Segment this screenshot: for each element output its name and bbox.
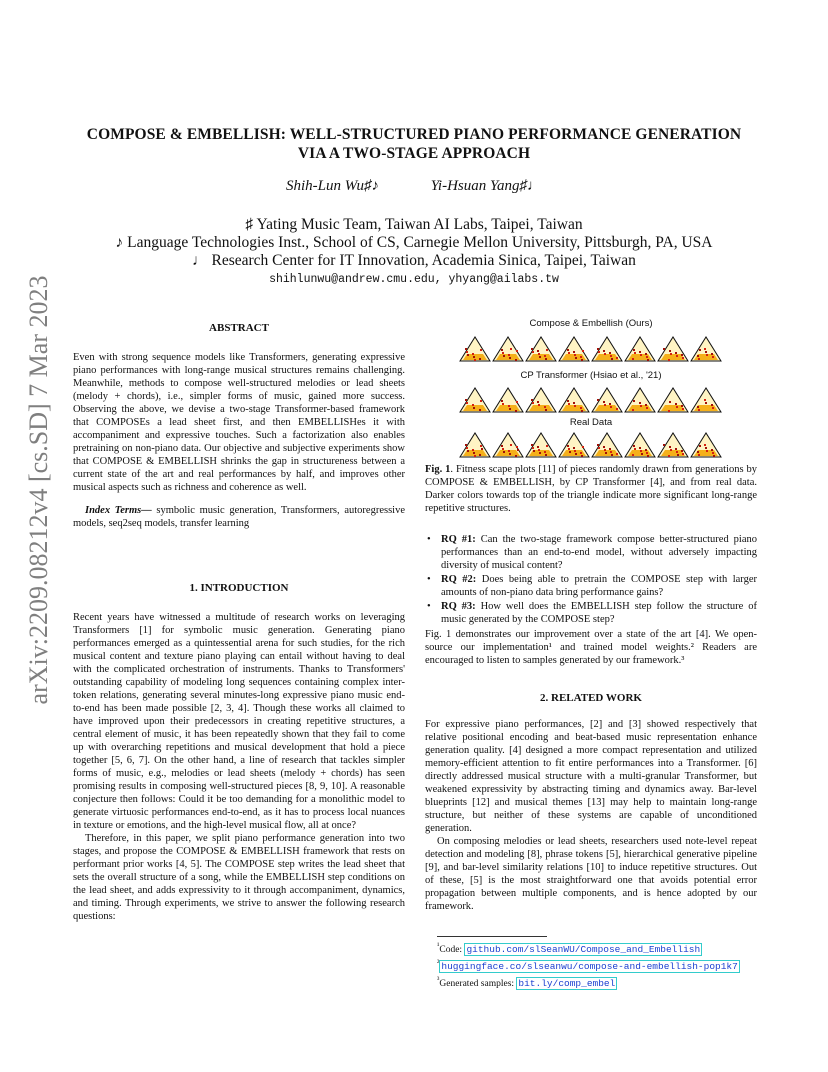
footnote-link[interactable]: github.com/slSeanWU/Compose_and_Embellish xyxy=(466,944,701,956)
caption-text: . Fitness scape plots [11] of pieces randomly drawn from generations by COMPOSE & EMBELLISH, by CP Transformer [4], and from real data. Darker colors towards top of the triangle indicate more significant long-range repetitive structures. xyxy=(425,464,757,514)
rq-text: How well does the EMBELLISH step follow the structure of music generated by the COMPOSE step? xyxy=(441,601,757,625)
scape-plot-triangle xyxy=(526,388,556,412)
scape-plot-triangle xyxy=(493,337,523,361)
footnote xyxy=(437,940,740,956)
rq-item xyxy=(437,533,757,572)
footnote-divider xyxy=(437,936,547,937)
after-rq-paragraph: Fig. 1 demonstrates our improvement over a state of the art [4]. We open-source our implementation¹ and trained model weights.² Readers are encouraged to listen to samples generated by our framework.³ xyxy=(425,629,757,666)
title-line-1: COMPOSE & EMBELLISH: WELL-STRUCTURED PIANO PERFORMANCE GENERATION xyxy=(86,126,742,143)
intro-heading: 1. INTRODUCTION xyxy=(189,582,289,594)
index-terms xyxy=(73,504,405,530)
figure-1 xyxy=(455,316,727,456)
index-terms-text: symbolic music generation, Transformers, autoregressive models, seq2seq models, transfer learning xyxy=(73,505,405,529)
figure-caption xyxy=(425,463,757,515)
fig-label-real: Real Data xyxy=(569,417,613,428)
author-emails: shihlunwu@andrew.cmu.edu, yhyang@ailabs.tw xyxy=(269,273,559,286)
scape-plot-triangle xyxy=(625,337,655,361)
scape-plot-triangle xyxy=(592,388,622,412)
rq-list xyxy=(425,533,757,626)
rq-item xyxy=(437,600,757,626)
rq-item xyxy=(437,573,757,599)
scape-plot-triangle xyxy=(526,433,556,457)
footnote-prefix: Generated samples: xyxy=(439,979,517,990)
related-work-section xyxy=(425,692,757,913)
abstract-body: Even with strong sequence models like Transformers, generating expressive piano performances with long-range musical structures remains challenging. Meanwhile, methods to compose well-structured melodies or lead sheets (melody + chords), i.e., simpler forms of music, gained more success. Observing the above, we devise a two-stage Transformer-based framework that COMPOSEs a lead sheet first, and then EMBELLISHes it with accompaniment and expressive touches. Such a factorization also enables pretraining on non-piano data. Our objective and subjective experiments show that COMPOSE & EMBELLISH shrinks the gap in structureness between a current state of the art and real performances by half, and improves other musical aspects such as richness and coherence as well. xyxy=(73,352,405,493)
footnote xyxy=(437,957,740,973)
title-line-2: VIA A TWO-STAGE APPROACH xyxy=(297,145,531,162)
rq-text: Does being able to pretrain the COMPOSE step with larger amounts of non-piano data bring performance gains? xyxy=(441,574,758,598)
footnote-prefix: Code: xyxy=(439,945,465,956)
footnote-mark: ³ xyxy=(437,975,440,985)
rq-label: RQ #2: xyxy=(441,574,477,585)
scape-plot-triangle xyxy=(559,337,589,361)
caption-label: Fig. 1 xyxy=(425,464,451,475)
intro-paragraph-2: Therefore, in this paper, we split piano performance generation into two stages, and propose the COMPOSE & EMBELLISH framework that rests on performant prior works [4, 5]. The COMPOSE step writes the lead sheet that sets the overall structure of a song, while the EMBELLISH step conditions on the lead sheet, and adds expressivity to it through accompaniment, dynamics, and timing. Through experiments, we strive to answer the following research questions: xyxy=(73,833,405,922)
footnotes xyxy=(437,940,740,991)
rq-label: RQ #1: xyxy=(441,534,476,545)
scape-plot-triangle xyxy=(526,337,556,361)
scape-plot-triangle xyxy=(658,433,688,457)
research-questions xyxy=(425,533,757,667)
affiliation-3: ♩ Research Center for IT Innovation, Academia Sinica, Taipei, Taiwan xyxy=(192,252,636,269)
author-2: Yi-Hsuan Yang♯♩ xyxy=(430,178,542,194)
author-1: Shih-Lun Wu♯♪ xyxy=(286,178,379,194)
scape-plot-triangle xyxy=(460,433,490,457)
scape-plot-triangle xyxy=(658,388,688,412)
paper-title xyxy=(60,125,768,163)
affiliation-2: ♪ Language Technologies Inst., School of CS, Carnegie Mellon University, Pittsburgh, PA, USA xyxy=(115,234,713,251)
intro-paragraph-1: Recent years have witnessed a multitude of research works on leveraging Transformers [1] for symbolic music generation. Generating piano performances emerged as a quintessential arena for such studies, for the rich musical content and texture piano playing can entail without having to deal with the complicated orchestration of instruments. Thanks to Transformers' outstanding capability of modeling long sequences containing complex inter-token relations, generating several minutes-long expressive piano music end-to-end has been made possible [2, 3, 4]. Though these works all claimed to have improved upon their predecessors in creating repetitive structures, a central element of music, it has been repeatedly shown that they fail to come up with overarching repetitions and musical development that hold a piece together [5, 6, 7]. On the other hand, a line of research that tackles simpler forms of music, e.g., melodies or lead sheets (melody + chords) has seen promising results in composing well-structured pieces [8, 9, 10]. A reasonable conjecture then follows: Could it be too demanding for a monolithic model to generate virtuosic performances end-to-end, as it has to process local nuances in texture or emotions, and the high-level musical flow, all at once? xyxy=(73,612,405,831)
affiliation-1: ♯ Yating Music Team, Taiwan AI Labs, Taipei, Taiwan xyxy=(245,216,583,233)
scape-plot-triangle xyxy=(559,433,589,457)
scape-plots-ours xyxy=(459,336,725,362)
scape-plot-triangle xyxy=(691,388,721,412)
scape-plot-triangle xyxy=(691,337,721,361)
scape-plot-triangle xyxy=(460,388,490,412)
arxiv-id[interactable]: arXiv:2209.08212v4 [cs.SD] 7 Mar 2023 xyxy=(24,275,53,705)
related-paragraph-1: For expressive piano performances, [2] and [3] showed respectively that relative positional encoding and beat-based music representation enhance generation quality. [4] designed a more compact representation and utilized memory-efficient attention to fit entire performances into a Transformer. [6] directly addressed musical structure with a multi-granular Transformer, but weakened expressivity by abstracting timing and dynamics away. Bar-level blueprints [12] and musical themes [13] may help to maintain long-range structure, but neither of these systems are capable of unconditioned generation. xyxy=(425,719,757,834)
scape-plot-triangle xyxy=(493,433,523,457)
footnote-mark: ¹ xyxy=(437,941,440,950)
scape-plot-triangle xyxy=(625,388,655,412)
scape-plot-triangle xyxy=(493,388,523,412)
authors xyxy=(0,178,828,195)
intro-section xyxy=(73,582,405,923)
related-paragraph-2: On composing melodies or lead sheets, researchers used note-level repeat detection and modeling [8], phrase tokens [5], hierarchical generative pipeline [9], and bar-level similarity relations [10] to induce repetitive structures. Out of these, [5] is the most straightforward one that avoids potential error propagation between multiple components, and is hence adopted by our framework. xyxy=(425,836,757,912)
arxiv-sidebar xyxy=(17,275,61,705)
related-heading: 2. RELATED WORK xyxy=(540,692,642,704)
scape-plot-triangle xyxy=(625,433,655,457)
footnote-mark: ² xyxy=(437,958,440,968)
scape-plot-triangle xyxy=(658,337,688,361)
footnote-link[interactable]: bit.ly/comp_embel xyxy=(518,978,616,990)
scape-plot-triangle xyxy=(592,433,622,457)
scape-plot-triangle xyxy=(460,337,490,361)
rq-label: RQ #3: xyxy=(441,601,476,612)
index-terms-label: Index Terms— xyxy=(85,505,152,516)
scape-plots-cp xyxy=(459,387,725,413)
fig-label-ours: Compose & Embellish (Ours) xyxy=(529,318,653,329)
fig-label-cp: CP Transformer (Hsiao et al., '21) xyxy=(520,370,662,381)
footnote-link[interactable]: huggingface.co/slseanwu/compose-and-embellish-pop1k7 xyxy=(441,961,738,973)
abstract-section xyxy=(73,322,405,530)
scape-plot-triangle xyxy=(559,388,589,412)
scape-plots-real xyxy=(459,432,725,458)
scape-plot-triangle xyxy=(691,433,721,457)
scape-plot-triangle xyxy=(592,337,622,361)
rq-text: Can the two-stage framework compose better-structured piano performances than an end-to-end model, without adversely impacting diversity of musical content? xyxy=(441,534,758,571)
abstract-heading: ABSTRACT xyxy=(209,322,269,334)
footnote xyxy=(437,974,740,990)
